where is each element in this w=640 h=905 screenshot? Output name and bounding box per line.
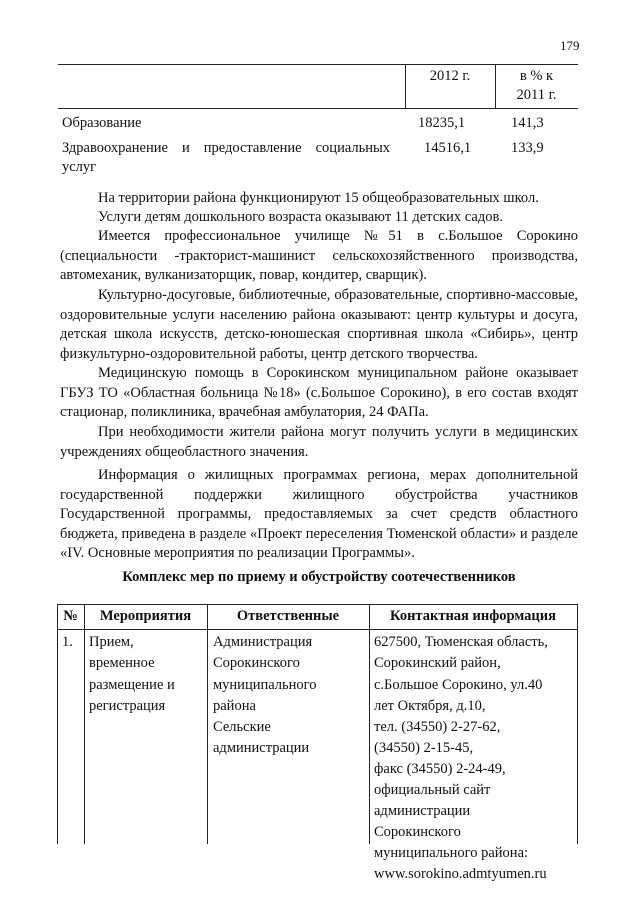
stats-row-value: 18235,1 bbox=[418, 115, 466, 131]
stats-row-name-cont: услуг bbox=[62, 159, 97, 175]
paragraph: Информация о жилищных программах региона, мерах дополнительной государственной поддержки жилищного обустройства участников Государственной программы, предоставляемых за счет средств областного бюджета, приведена в разделе «Проект переселения Тюменской области» и разделе «IV. Основные мероприятия по реализации Программы». bbox=[60, 467, 578, 561]
measures-title: Комплекс мер по приему и обустройству соотечественников bbox=[122, 569, 516, 585]
activity-line: регистрация bbox=[89, 698, 166, 714]
activity-line: Прием, bbox=[89, 634, 134, 650]
contact-line: Сорокинского bbox=[374, 824, 461, 840]
measures-header-contact: Контактная информация bbox=[390, 608, 556, 624]
contact-line: лет Октября, д.10, bbox=[374, 698, 486, 714]
paragraph: При необходимости жители района могут получить услуги в медицинских учреждениях общеобластного значения. bbox=[60, 424, 578, 460]
contact-line: 627500, Тюменская область, bbox=[374, 634, 548, 650]
paragraph: Медицинскую помощь в Сорокинском муниципальном районе оказывает ГБУЗ ТО «Областная больница №18» (с.Большое Сорокино), в его состав входят стационар, поликлиника, врачебная амбулатория, 24 ФАПа. bbox=[60, 365, 578, 420]
responsible-line: Администрация bbox=[213, 634, 313, 650]
measures-table-divider bbox=[84, 604, 85, 844]
stats-row-value: 14516,1 bbox=[424, 140, 472, 156]
contact-line: Сорокинский район, bbox=[374, 655, 501, 671]
contact-line: (34550) 2-15-45, bbox=[374, 740, 474, 756]
measures-row-num: 1. bbox=[62, 634, 73, 650]
responsible-line: района bbox=[213, 698, 256, 714]
contact-line: официальный сайт bbox=[374, 782, 491, 798]
stats-header-pct-line2: 2011 г. bbox=[516, 87, 557, 103]
paragraph: Имеется профессиональное училище №51 в с.Большое Сорокино (специальности -тракторист-машинист сельскохозяйственного производства, автомеханик, вулканизаторщик, повар, кондитер, сварщик). bbox=[60, 228, 578, 283]
stats-header-year: 2012 г. bbox=[429, 68, 471, 84]
measures-table-right-border bbox=[577, 604, 578, 844]
contact-line: администрации bbox=[374, 803, 471, 819]
stats-row-name: Образование bbox=[62, 115, 142, 131]
paragraph: На территории района функционируют 15 общеобразовательных школ. bbox=[98, 190, 539, 206]
contact-line: с.Большое Сорокино, ул.40 bbox=[374, 677, 543, 693]
responsible-line: администрации bbox=[213, 740, 310, 756]
measures-header-activity: Мероприятия bbox=[99, 608, 192, 624]
activity-line: временное bbox=[89, 655, 155, 671]
activity-line: размещение и bbox=[89, 677, 175, 693]
measures-table-header-bottom bbox=[57, 629, 578, 630]
paragraph: Культурно-досуговые, библиотечные, образовательные, спортивно-массовые, оздоровительные услуги населению района оказывают: центр культуры и досуга, детская школа искусств, детско-юношеская спортивная школа «Сибирь», центр физкультурно-оздоровительной работы, центр детского творчества. bbox=[60, 287, 578, 362]
contact-line: факс (34550) 2-24-49, bbox=[374, 761, 506, 777]
contact-line: тел. (34550) 2-27-62, bbox=[374, 719, 501, 735]
responsible-line: муниципального bbox=[213, 677, 317, 693]
contact-line: муниципального района: bbox=[374, 845, 529, 861]
paragraph: Услуги детям дошкольного возраста оказывают 11 детских садов. bbox=[98, 209, 503, 225]
stats-table-top-rule bbox=[58, 64, 578, 65]
measures-table-divider bbox=[207, 604, 208, 844]
stats-row-pct: 141,3 bbox=[511, 115, 544, 131]
measures-table-left-border bbox=[57, 604, 58, 844]
measures-table-divider bbox=[369, 604, 370, 844]
stats-row-name: Здравоохранение и предоставление социальных bbox=[62, 140, 390, 156]
stats-table-header-rule bbox=[58, 108, 578, 109]
measures-header-responsible: Ответственные bbox=[236, 608, 340, 624]
page-number: 179 bbox=[560, 38, 580, 53]
stats-row-pct: 133,9 bbox=[511, 140, 544, 156]
measures-table-top bbox=[57, 604, 578, 605]
measures-header-num: № bbox=[63, 608, 78, 624]
responsible-line: Сорокинского bbox=[213, 655, 300, 671]
stats-header-pct-line1: в % к bbox=[519, 68, 554, 84]
responsible-line: Сельские bbox=[213, 719, 271, 735]
contact-line: www.sorokino.admtyumen.ru bbox=[374, 866, 547, 882]
